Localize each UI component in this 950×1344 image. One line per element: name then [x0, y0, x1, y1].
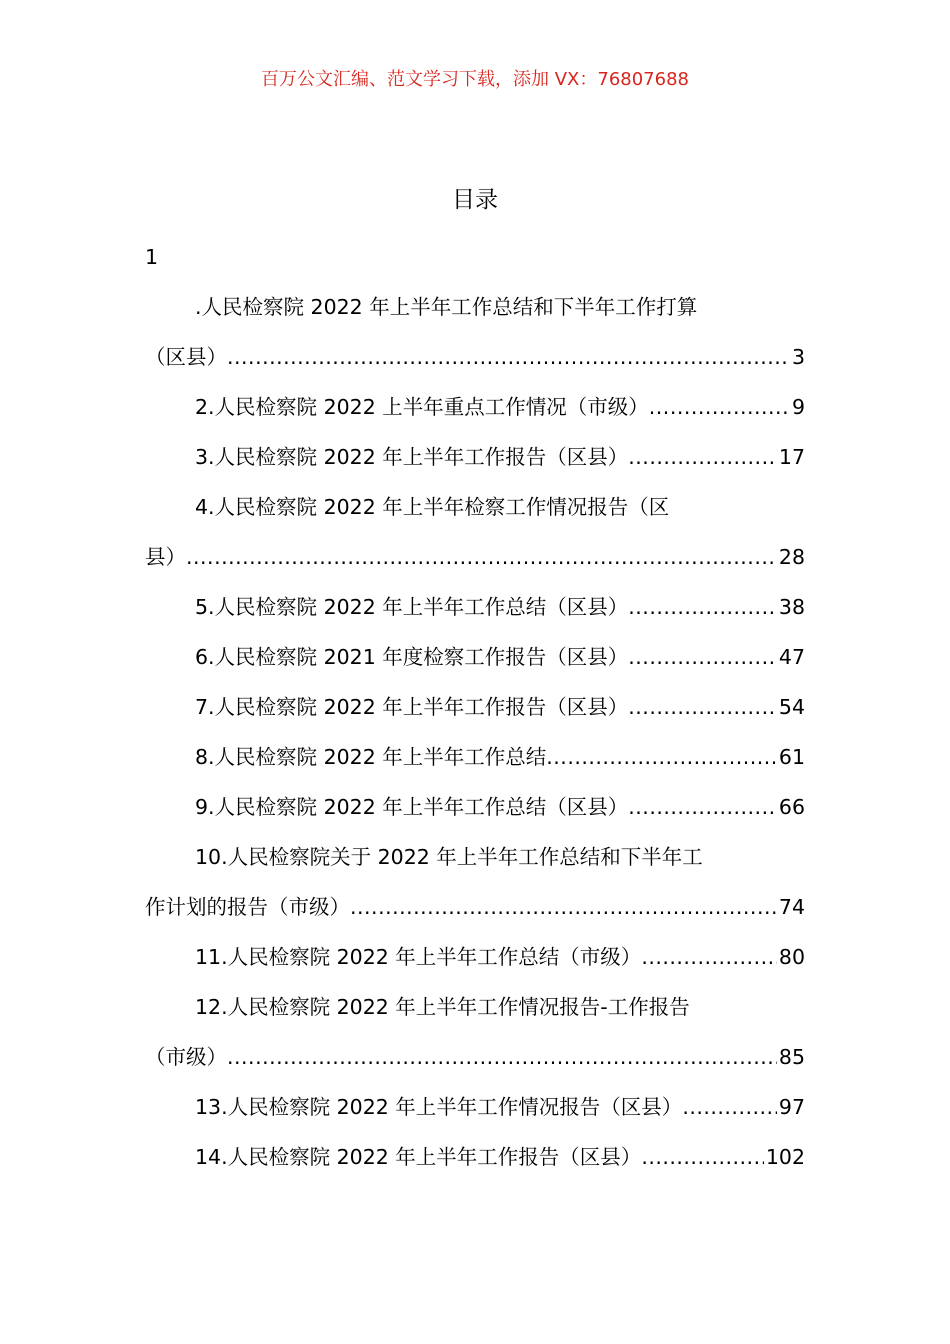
toc-entry[interactable]: 5.人民检察院 2022 年上半年工作总结（区县） ..... 38: [145, 582, 805, 632]
page-number: 3: [791, 345, 805, 369]
page-number: 28: [778, 545, 805, 569]
toc-entry[interactable]: 10.人民检察院关于 2022 年上半年工作总结和下半年工: [195, 845, 703, 869]
page-number: 97: [778, 1095, 805, 1119]
toc-entry[interactable]: 7.人民检察院 2022 年上半年工作报告（区县） ..... 54: [145, 682, 805, 732]
toc-entry[interactable]: 8.人民检察院 2022 年上半年工作总结 ..... 61: [145, 732, 805, 782]
page-title: 目录: [452, 187, 498, 213]
toc-entry-continuation[interactable]: 县） ..... 28: [145, 532, 805, 582]
page-number: 66: [778, 795, 805, 819]
page-number: 85: [778, 1045, 805, 1069]
toc-entry[interactable]: 13.人民检察院 2022 年上半年工作情况报告（区县） ..... 97: [145, 1082, 805, 1132]
page-number: 17: [778, 445, 805, 469]
toc-entry[interactable]: 11.人民检察院 2022 年上半年工作总结（市级） ..... 80: [145, 932, 805, 982]
page-number: 38: [778, 595, 805, 619]
page-number: 9: [791, 395, 805, 419]
toc-entry[interactable]: 3.人民检察院 2022 年上半年工作报告（区县） ..... 17: [145, 432, 805, 482]
page-number: 54: [778, 695, 805, 719]
page-number: 80: [778, 945, 805, 969]
toc-entry[interactable]: 9.人民检察院 2022 年上半年工作总结（区县） ..... 66: [145, 782, 805, 832]
page-number: 74: [778, 895, 805, 919]
toc-entry[interactable]: 12.人民检察院 2022 年上半年工作情况报告-工作报告: [195, 995, 690, 1019]
watermark-header: 百万公文汇编、范文学习下载，添加 VX：76807688: [261, 69, 689, 90]
toc-entry[interactable]: 6.人民检察院 2021 年度检察工作报告（区县） ..... 47: [145, 632, 805, 682]
toc-entry[interactable]: 14.人民检察院 2022 年上半年工作报告（区县） ..... 102: [145, 1132, 805, 1182]
toc-entry-continuation[interactable]: （市级） ..... 85: [145, 1032, 805, 1082]
toc-entry[interactable]: 4.人民检察院 2022 年上半年检察工作情况报告（区: [195, 495, 670, 519]
table-of-contents: [145, 232, 805, 1182]
toc-entry-continuation[interactable]: 作计划的报告（市级） ..... 74: [145, 882, 805, 932]
toc-entry[interactable]: 2.人民检察院 2022 上半年重点工作情况（市级） ..... 9: [145, 382, 805, 432]
page-number: 102: [765, 1145, 805, 1169]
toc-lead-number: 1: [145, 245, 159, 269]
toc-entry[interactable]: .人民检察院 2022 年上半年工作总结和下半年工作打算: [195, 295, 698, 319]
page-number: 61: [778, 745, 805, 769]
page-number: 47: [778, 645, 805, 669]
toc-entry-continuation[interactable]: （区县） ..... 3: [145, 332, 805, 382]
